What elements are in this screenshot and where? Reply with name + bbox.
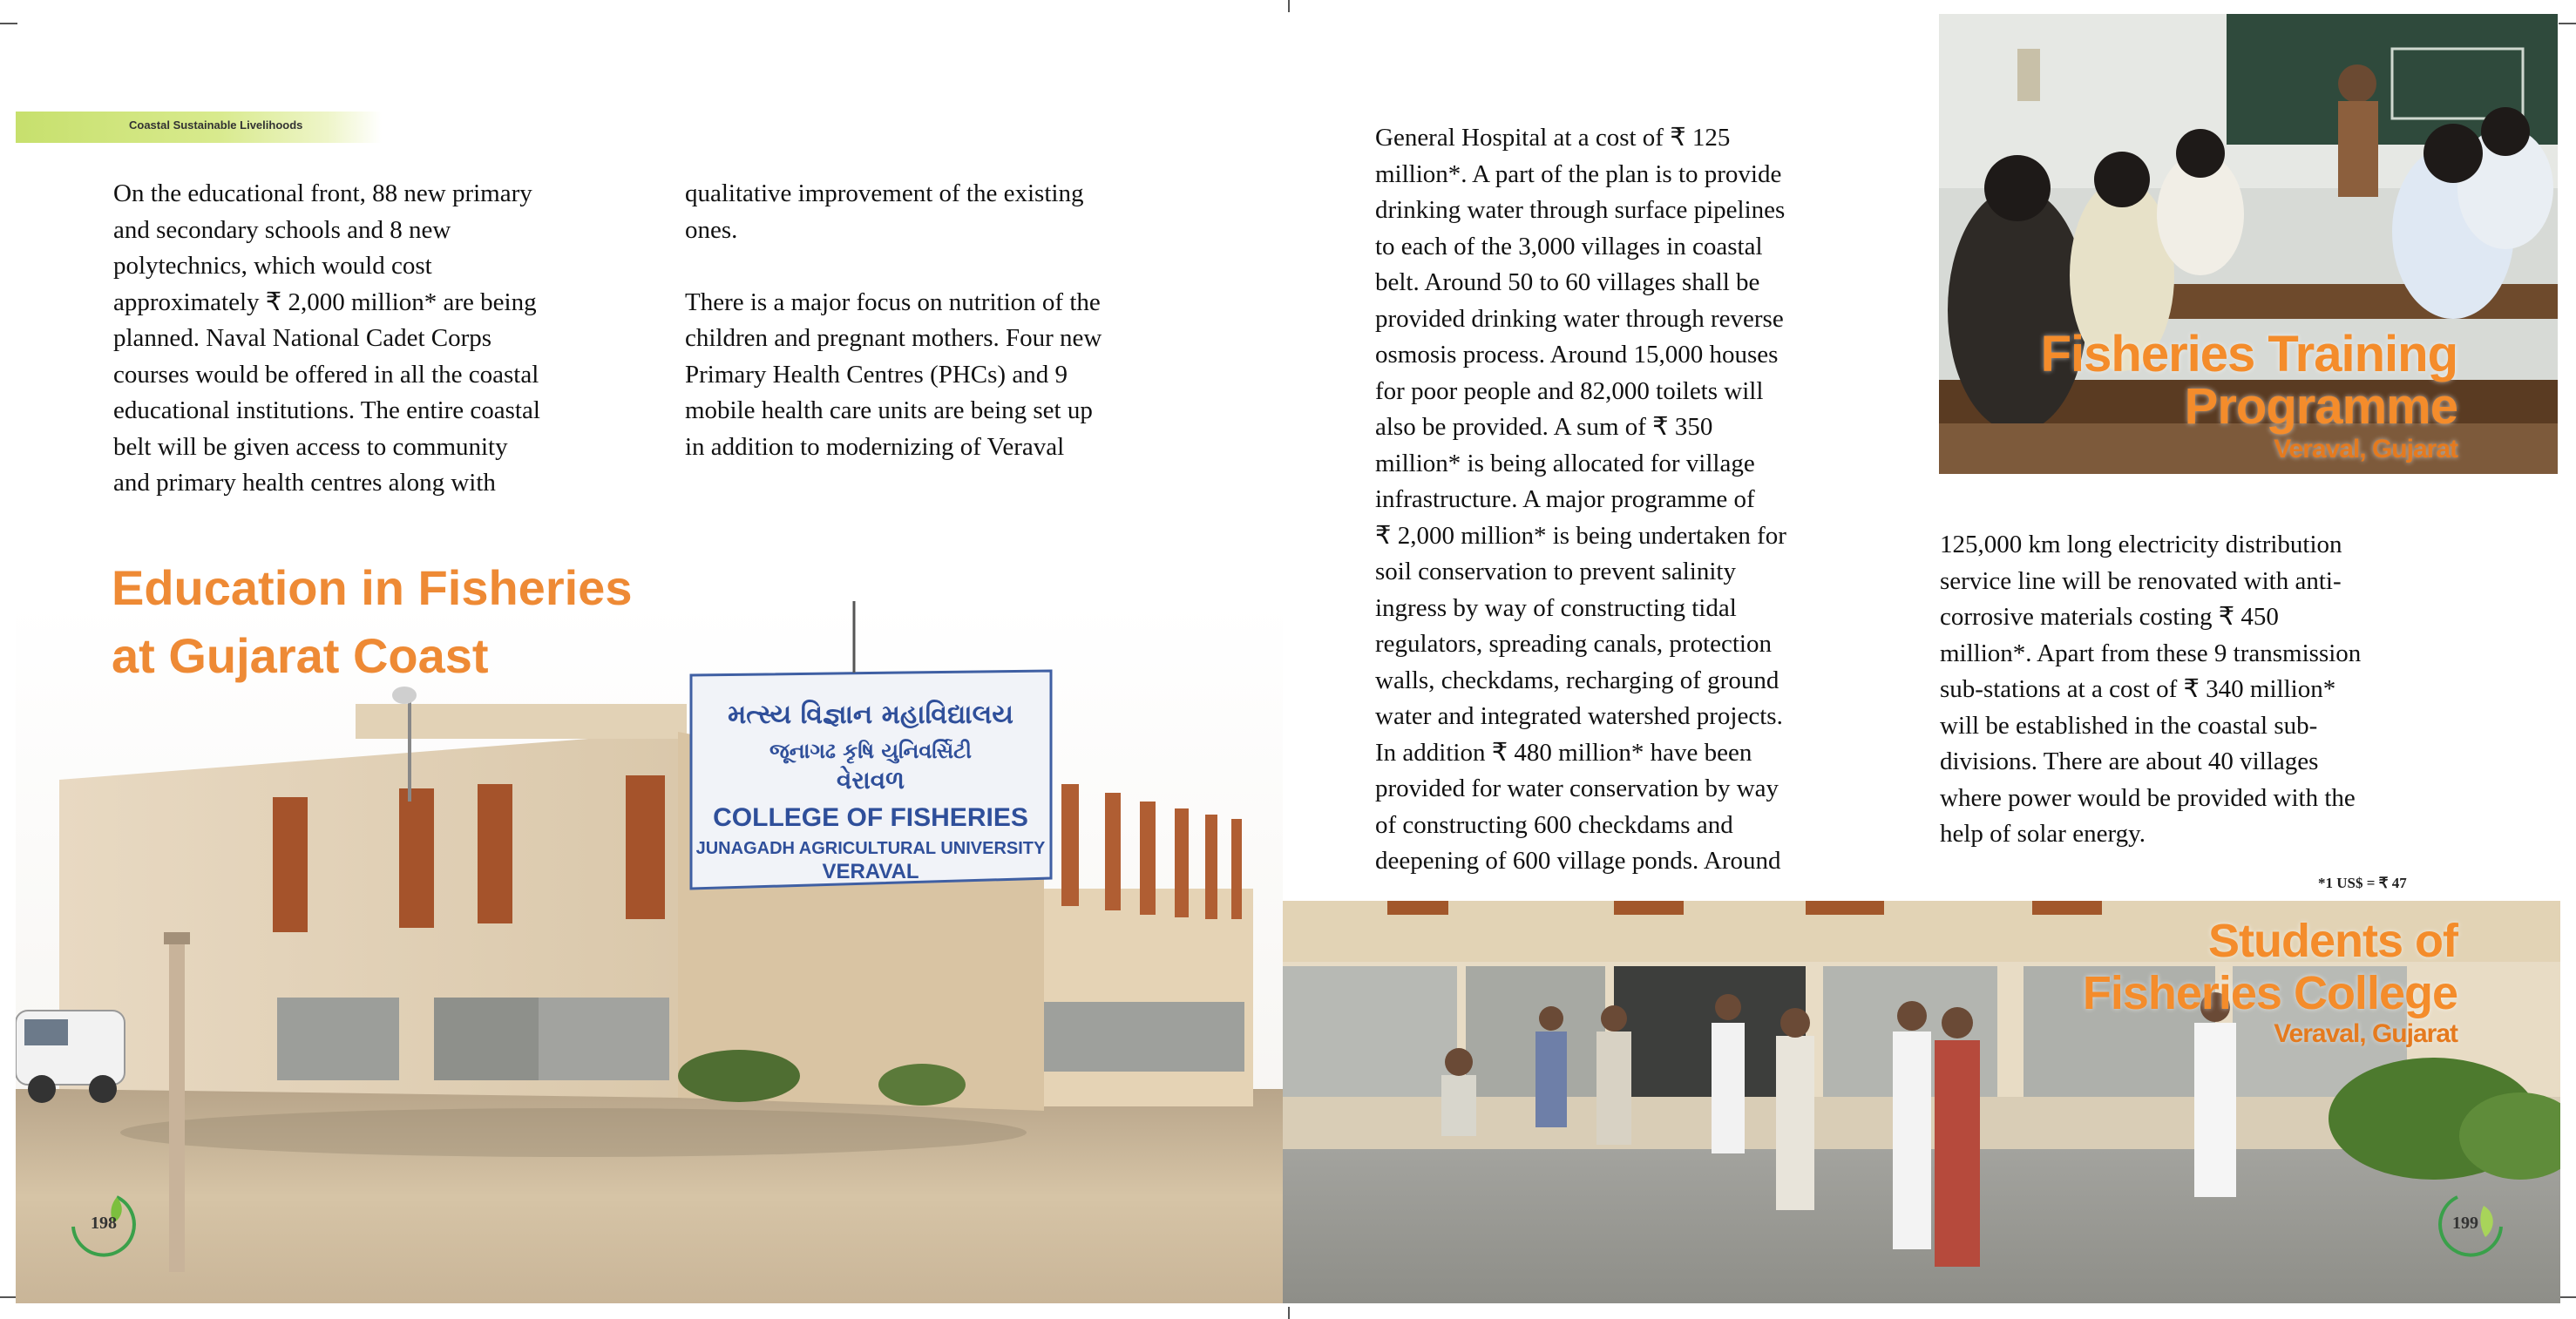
crop-mark [2559, 23, 2576, 24]
students-caption-location: Veraval, Gujarat [2274, 1019, 2457, 1048]
crop-mark [2559, 1296, 2576, 1298]
sign-english-line1: COLLEGE OF FISHERIES [713, 803, 1028, 832]
crop-mark [0, 23, 17, 24]
section-heading [112, 554, 739, 690]
students-caption [1900, 915, 2457, 1049]
sign-gujarati-line1: મત્સ્ય વિજ્ઞાન મહાવિદ્યાલય [728, 700, 1013, 730]
sign-english-line3: VERAVAL [822, 860, 919, 883]
section-heading-line2: at Gujarat Coast [112, 628, 489, 683]
students-caption-line1: Students of [2208, 915, 2457, 967]
crop-mark [1288, 1307, 1290, 1319]
college-building-photo [16, 601, 1283, 1303]
page-number-right: 199 [2452, 1214, 2478, 1233]
body-column-1: On the educational front, 88 new primary and secondary schools and 8 new polytechnics, which would cost approximately ₹ 2,000 million* are being planned. Naval National Cadet Corps courses would be offered in all the coastal educational institutions. The entire coastal belt will be given access to community and primary health centres along with [113, 179, 540, 497]
sign-english-line2: JUNAGADH AGRICULTURAL UNIVERSITY [695, 839, 1046, 858]
page-number-left: 198 [91, 1214, 117, 1233]
crop-mark [0, 1296, 17, 1298]
section-heading-line1: Education in Fisheries [112, 560, 633, 615]
training-caption-location: Veraval, Gujarat [2274, 435, 2457, 463]
students-caption-line2: Fisheries College [2082, 967, 2457, 1019]
training-caption-line2: Programme [2184, 378, 2457, 435]
sign-gujarati-line2: જૂનાગઢ કૃષિ યુનિવર્સિટી [769, 739, 973, 763]
currency-footnote: *1 US$ = ₹ 47 [2318, 875, 2407, 891]
training-caption [1952, 326, 2457, 465]
body-column-2: qualitative improvement of the existing ones. There is a major focus on nutrition of the children and pregnant mothers. Four new Primary Health Centres (PHCs) and 9 mobile health care units are being set up in addition to modernizing of Veraval [685, 179, 1102, 461]
body-column-4: 125,000 km long electricity distribution service line will be renovated with anti- corrosive materials costing ₹ 450 million*. Apart from these 9 transmission sub-stations at a cost of ₹ 340 million* will be established in the coastal sub- divisions. There are about 40 villages where power would be provided with the help of solar energy. [1940, 531, 2362, 848]
section-label: Coastal Sustainable Livelihoods [129, 118, 303, 132]
sign-gujarati-line3: વેરાવળ [836, 766, 905, 795]
crop-mark [1288, 0, 1290, 12]
training-caption-line1: Fisheries Training [2040, 326, 2457, 382]
body-column-3: General Hospital at a cost of ₹ 125 million*. A part of the plan is to provide drinking water through surface pipelines to each of the 3,000 villages in coastal belt. Around 50 to 60 villages shall be provided drinking water through reverse osmosis process. Around 15,000 houses for poor people and 82,000 toilets will also be provided. A sum of ₹ 350 million* is being allocated for village infrastructure. A major programme of ₹ 2,000 million* is being undertaken for soil conservation to prevent salinity ingress by way of constructing tidal regulators, spreading canals, protection walls, checkdams, recharging of ground water and integrated watershed projects. In addition ₹ 480 million* have been provided for water conservation by way of constructing 600 checkdams and deepening of 600 village ponds. Around [1375, 124, 1786, 875]
